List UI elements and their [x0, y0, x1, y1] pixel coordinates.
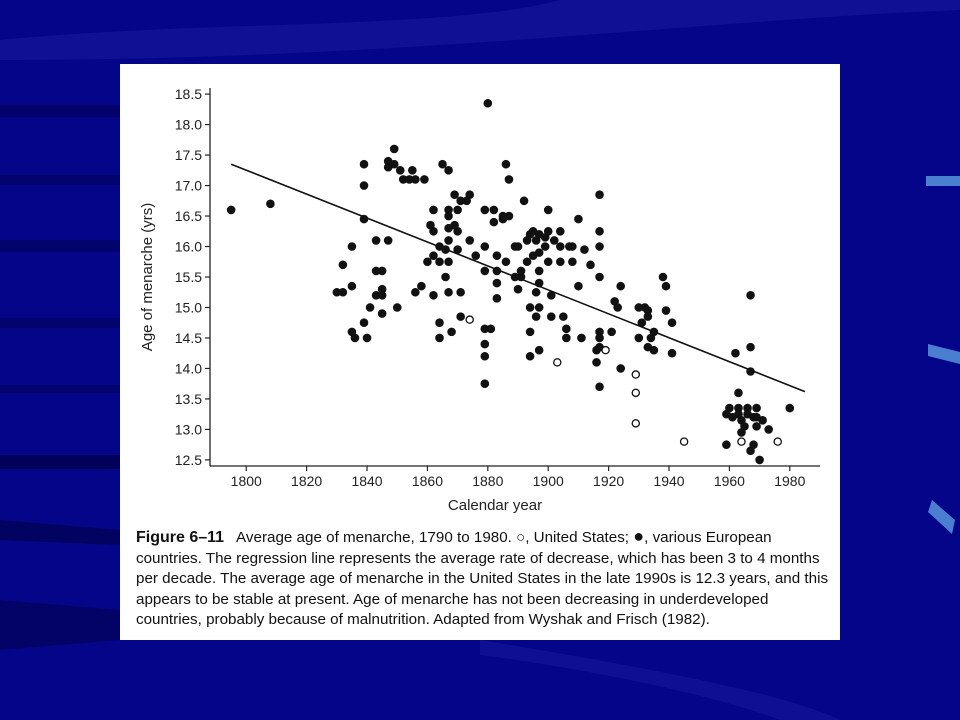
- europe-data-point: [532, 313, 540, 321]
- europe-data-point: [596, 334, 604, 342]
- europe-data-point: [445, 258, 453, 266]
- y-tick-label: 14.5: [174, 329, 202, 346]
- europe-data-point: [363, 334, 371, 342]
- us-symbol: ○: [516, 529, 526, 546]
- caption-body: countries. The regression line represents the average rate of decrease, which has been 3 to 4 months per decade. The average age of menarche in the United States in the late 1990s is 12.3 years, and this appears to be stable at present. Age of menarche has not been decreasing in underdeveloped countries, probably because of malnutrition. Adapted from Wyshak and Frisch (1982).: [136, 549, 829, 629]
- x-tick-label: 1900: [532, 473, 564, 489]
- y-tick-label: 13.5: [174, 390, 202, 407]
- europe-data-point: [390, 160, 398, 168]
- europe-data-point: [556, 227, 564, 235]
- europe-data-point: [339, 261, 347, 269]
- europe-data-point: [517, 267, 525, 275]
- figure-label: Figure 6–11: [136, 529, 225, 546]
- europe-data-point: [436, 258, 444, 266]
- europe-data-point: [445, 166, 453, 174]
- background-streak: [0, 105, 120, 117]
- europe-data-point: [535, 279, 543, 287]
- europe-data-point: [481, 243, 489, 251]
- europe-data-point: [532, 288, 540, 296]
- europe-data-point: [562, 334, 570, 342]
- y-tick-label: 12.5: [174, 451, 202, 468]
- europe-data-point: [378, 310, 386, 318]
- us-data-point: [554, 359, 561, 366]
- europe-data-point: [505, 212, 513, 220]
- europe-data-point: [445, 236, 453, 244]
- europe-data-point: [493, 252, 501, 260]
- europe-data-point: [747, 343, 755, 351]
- europe-data-point: [544, 206, 552, 214]
- europe-data-point: [360, 215, 368, 223]
- europe-data-point: [725, 404, 733, 412]
- europe-data-point: [596, 273, 604, 281]
- x-tick-label: 1940: [653, 473, 685, 489]
- europe-data-point: [493, 267, 501, 275]
- europe-data-point: [753, 422, 761, 430]
- background-accent: [926, 176, 960, 186]
- europe-data-point: [420, 175, 428, 183]
- europe-data-point: [411, 288, 419, 296]
- europe-data-point: [596, 191, 604, 199]
- europe-data-point: [577, 334, 585, 342]
- figure-panel: [120, 64, 840, 640]
- europe-data-point: [448, 328, 456, 336]
- x-axis-label: Calendar year: [447, 497, 543, 514]
- europe-data-point: [436, 334, 444, 342]
- europe-data-point: [535, 303, 543, 311]
- europe-data-point: [408, 166, 416, 174]
- scatter-chart: [120, 64, 840, 524]
- us-data-point: [632, 371, 639, 378]
- europe-data-point: [574, 282, 582, 290]
- europe-data-point: [596, 243, 604, 251]
- europe-data-point: [596, 383, 604, 391]
- x-tick-label: 1980: [774, 473, 806, 489]
- europe-data-point: [650, 346, 658, 354]
- europe-data-point: [568, 258, 576, 266]
- europe-data-point: [541, 243, 549, 251]
- europe-data-point: [493, 279, 501, 287]
- europe-data-point: [556, 243, 564, 251]
- y-tick-label: 15.0: [174, 299, 202, 316]
- europe-data-point: [662, 282, 670, 290]
- europe-data-point: [759, 416, 767, 424]
- europe-data-point: [360, 182, 368, 190]
- y-tick-label: 16.0: [174, 238, 202, 255]
- europe-data-point: [650, 328, 658, 336]
- y-tick-label: 14.0: [174, 360, 202, 377]
- europe-data-point: [360, 160, 368, 168]
- europe-data-point: [505, 175, 513, 183]
- europe-data-point: [490, 218, 498, 226]
- background-streak: [0, 318, 120, 328]
- europe-data-point: [417, 282, 425, 290]
- us-label: , United States;: [525, 529, 630, 546]
- europe-data-point: [580, 246, 588, 254]
- europe-data-point: [436, 319, 444, 327]
- europe-data-point: [351, 334, 359, 342]
- europe-data-point: [753, 404, 761, 412]
- us-data-point: [466, 316, 473, 323]
- europe-data-point: [722, 441, 730, 449]
- us-data-point: [632, 420, 639, 427]
- europe-data-point: [734, 404, 742, 412]
- europe-data-point: [662, 307, 670, 315]
- caption-line1: Average age of menarche, 1790 to 1980.: [236, 529, 512, 546]
- europe-data-point: [227, 206, 235, 214]
- europe-data-point: [659, 273, 667, 281]
- europe-data-point: [638, 319, 646, 327]
- europe-data-point: [472, 252, 480, 260]
- y-tick-label: 13.0: [174, 421, 202, 438]
- europe-data-point: [550, 236, 558, 244]
- europe-data-point: [535, 249, 543, 257]
- background-streak: [0, 385, 120, 393]
- europe-data-point: [451, 191, 459, 199]
- europe-data-point: [481, 380, 489, 388]
- europe-data-point: [547, 291, 555, 299]
- europe-data-point: [668, 349, 676, 357]
- europe-data-point: [348, 243, 356, 251]
- europe-data-point: [786, 404, 794, 412]
- europe-data-point: [744, 404, 752, 412]
- europe-data-point: [502, 160, 510, 168]
- y-tick-label: 17.0: [174, 177, 202, 194]
- europe-data-point: [617, 364, 625, 372]
- europe-data-point: [454, 246, 462, 254]
- background-streak: [0, 175, 120, 185]
- europe-data-point: [490, 206, 498, 214]
- europe-data-point: [556, 258, 564, 266]
- europe-data-point: [442, 273, 450, 281]
- europe-data-point: [756, 456, 764, 464]
- europe-data-point: [484, 99, 492, 107]
- y-tick-label: 18.5: [174, 86, 202, 103]
- europe-data-point: [348, 282, 356, 290]
- background-streak: [0, 240, 120, 252]
- europe-data-point: [384, 236, 392, 244]
- europe-data-point: [366, 303, 374, 311]
- europe-data-point: [454, 227, 462, 235]
- europe-data-point: [617, 282, 625, 290]
- europe-data-point: [734, 389, 742, 397]
- europe-data-point: [574, 215, 582, 223]
- y-tick-label: 15.5: [174, 269, 202, 285]
- x-tick-label: 1820: [291, 473, 323, 489]
- europe-data-point: [396, 166, 404, 174]
- europe-data-point: [535, 267, 543, 275]
- y-tick-label: 16.5: [174, 208, 202, 225]
- europe-data-point: [372, 236, 380, 244]
- europe-data-point: [635, 334, 643, 342]
- europe-data-point: [668, 319, 676, 327]
- europe-data-point: [390, 145, 398, 153]
- europe-data-point: [526, 328, 534, 336]
- y-tick-label: 17.5: [174, 147, 202, 164]
- y-axis-label: Age of menarche (yrs): [139, 202, 156, 352]
- y-tick-label: 18.0: [174, 116, 202, 133]
- europe-data-point: [644, 313, 652, 321]
- us-data-point: [774, 438, 781, 445]
- europe-data-point: [544, 227, 552, 235]
- x-tick-label: 1840: [351, 473, 383, 489]
- europe-data-point: [466, 191, 474, 199]
- x-tick-label: 1920: [593, 473, 625, 489]
- europe-data-point: [439, 160, 447, 168]
- us-data-point: [738, 438, 745, 445]
- europe-data-point: [481, 206, 489, 214]
- europe-data-point: [487, 325, 495, 333]
- europe-data-point: [429, 206, 437, 214]
- europe-data-point: [481, 340, 489, 348]
- europe-data-point: [586, 261, 594, 269]
- europe-data-point: [393, 303, 401, 311]
- axes-group: [139, 86, 820, 514]
- background-streak: [0, 455, 120, 469]
- europe-data-point: [339, 288, 347, 296]
- europe-data-point: [378, 291, 386, 299]
- europe-data-point: [429, 291, 437, 299]
- europe-data-point: [731, 349, 739, 357]
- europe-data-point: [593, 358, 601, 366]
- europe-data-point: [481, 267, 489, 275]
- europe-data-point: [429, 227, 437, 235]
- europe-data-point: [481, 352, 489, 360]
- europe-data-point: [614, 303, 622, 311]
- us-data-point: [602, 347, 609, 354]
- eu-symbol: ●: [633, 526, 645, 546]
- europe-data-point: [765, 425, 773, 433]
- x-tick-label: 1960: [713, 473, 745, 489]
- data-points-group: [227, 99, 805, 464]
- x-tick-label: 1860: [411, 473, 444, 489]
- eu-label: , various European: [644, 529, 772, 546]
- europe-data-point: [466, 236, 474, 244]
- europe-data-point: [360, 319, 368, 327]
- europe-data-point: [520, 197, 528, 205]
- europe-data-point: [523, 258, 531, 266]
- europe-data-point: [514, 243, 522, 251]
- europe-data-point: [493, 294, 501, 302]
- europe-data-point: [747, 291, 755, 299]
- europe-data-point: [741, 422, 749, 430]
- europe-data-point: [445, 288, 453, 296]
- europe-data-point: [526, 303, 534, 311]
- europe-data-point: [502, 258, 510, 266]
- europe-data-point: [559, 313, 567, 321]
- europe-data-point: [526, 352, 534, 360]
- europe-data-point: [608, 328, 616, 336]
- figure-caption: [136, 526, 836, 631]
- europe-data-point: [378, 267, 386, 275]
- europe-data-point: [514, 285, 522, 293]
- europe-data-point: [596, 227, 604, 235]
- europe-data-point: [750, 441, 758, 449]
- europe-data-point: [535, 346, 543, 354]
- europe-data-point: [747, 368, 755, 376]
- europe-data-point: [442, 246, 450, 254]
- europe-data-point: [266, 200, 274, 208]
- europe-data-point: [457, 313, 465, 321]
- europe-data-point: [547, 313, 555, 321]
- europe-data-point: [411, 175, 419, 183]
- europe-data-point: [445, 212, 453, 220]
- x-tick-label: 1880: [472, 473, 504, 489]
- europe-data-point: [544, 258, 552, 266]
- us-data-point: [681, 438, 688, 445]
- us-data-point: [632, 389, 639, 396]
- europe-data-point: [429, 252, 437, 260]
- europe-data-point: [454, 206, 462, 214]
- europe-data-point: [423, 258, 431, 266]
- europe-data-point: [568, 243, 576, 251]
- europe-data-point: [562, 325, 570, 333]
- europe-data-point: [457, 288, 465, 296]
- x-tick-label: 1800: [230, 473, 262, 489]
